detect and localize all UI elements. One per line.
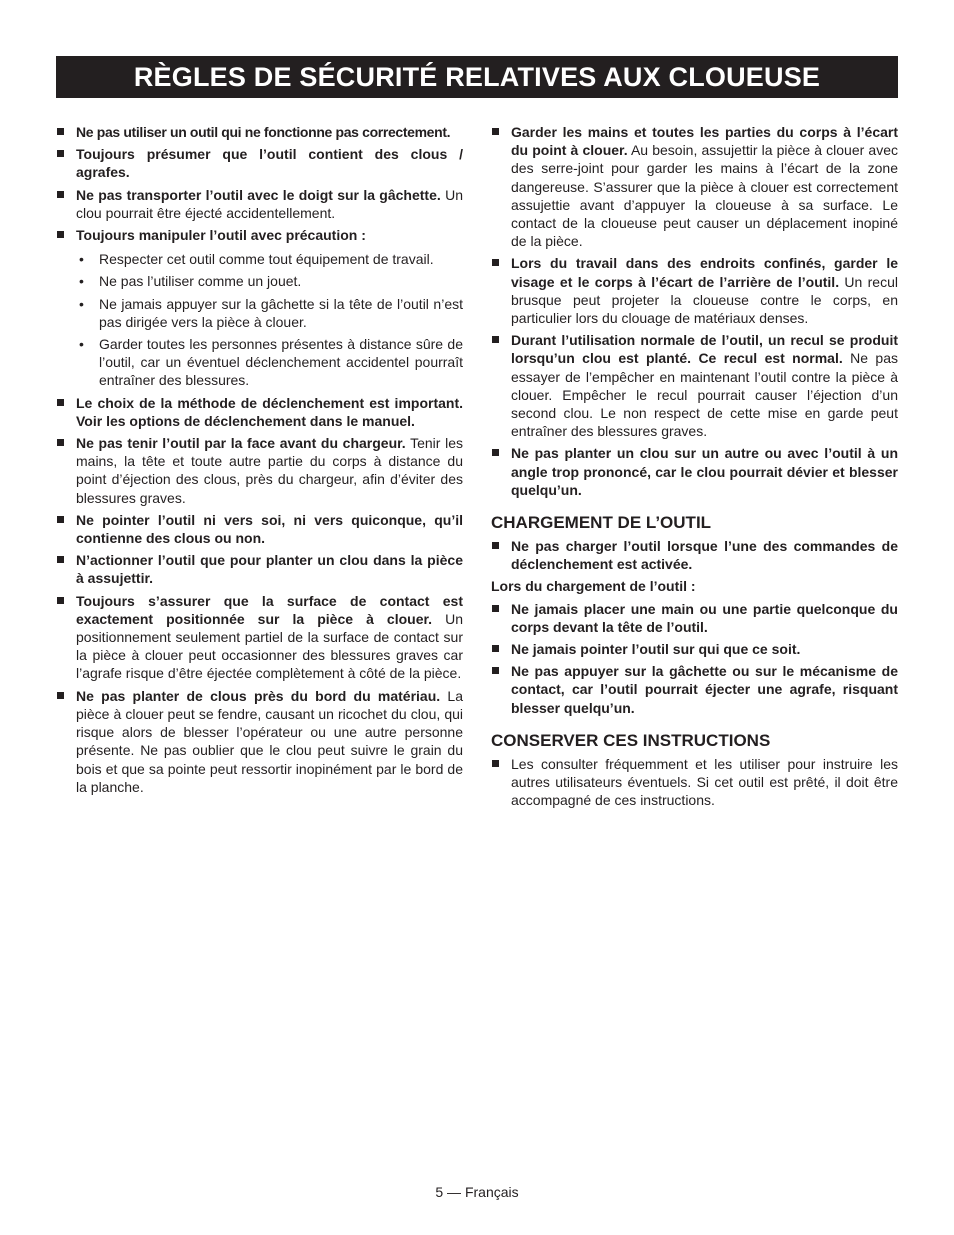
list-item: Ne pas charger l’outil lorsque l’une des commandes de déclenchement est activée.	[491, 537, 898, 573]
list-item: Ne pas transporter l’outil avec le doigt sur la gâchette. Un clou pourrait être éjecté accidentellement.	[56, 186, 463, 222]
list-item: Ne pas utiliser un outil qui ne fonctionne pas correctement.	[56, 123, 463, 141]
list-item: Ne pas tenir l’outil par la face avant du chargeur. Tenir les mains, la tête et toute autre partie du corps à distance du point d’éjection des clous, près du chargeur, afin d’éviter des blessures graves.	[56, 434, 463, 507]
chargement-lead: Lors du chargement de l’outil :	[491, 578, 696, 595]
title-banner	[56, 56, 898, 98]
list-item: Ne jamais pointer l’outil sur qui que ce soit.	[491, 640, 898, 658]
list-item: Toujours manipuler l’outil avec précaution :	[56, 226, 463, 244]
list-item: Ne pointer l’outil ni vers soi, ni vers quiconque, qu’il contienne des clous ou non.	[56, 511, 463, 547]
left-column	[56, 123, 463, 800]
list-item: Les consulter fréquemment et les utiliser pour instruire les autres utilisateurs éventuels. Si cet outil est prêté, il doit être accompagné de ces instructions.	[491, 755, 898, 810]
page-title: RÈGLES DE SÉCURITÉ RELATIVES AUX CLOUEUSE	[133, 61, 821, 92]
list-item: Toujours présumer que l’outil contient des clous / agrafes.	[56, 145, 463, 181]
list-item: Ne pas planter de clous près du bord du matériau. La pièce à clouer peut se fendre, causant un ricochet du clou, qui risque alors de blesser l’opérateur ou une autre personne présente. Ne pas oublier que le clou peut suivre le grain du bois et que sa pointe peut ressortir inopinément par le bord de la planche.	[56, 687, 463, 796]
right-column	[491, 123, 898, 814]
list-item: Ne pas planter un clou sur un autre ou avec l’outil à un angle trop prononcé, car le clou pourrait dévier et blesser quelqu’un.	[491, 444, 898, 499]
list-item: Durant l’utilisation normale de l’outil, un recul se produit lorsqu’un clou est planté. Ce recul est normal. Ne pas essayer de l’empêcher en maintenant l’outil contre la pièce à clouer. Empêcher le recul pourrait causer l’éjection d’un second clou. Le non respect de cette mise en garde peut entraîner des blessures graves.	[491, 331, 898, 440]
page-footer: 5 — Français	[435, 1184, 519, 1200]
section-heading-chargement: CHARGEMENT DE L’OUTIL	[491, 513, 712, 533]
sub-list-item: • Ne jamais appuyer sur la gâchette si la tête de l’outil n’est pas dirigée vers la pièce à clouer.	[56, 295, 463, 331]
list-item: Ne pas appuyer sur la gâchette ou sur le mécanisme de contact, car l’outil pourrait éjecter une agrafe, risquant blesser quelqu’un.	[491, 662, 898, 717]
section-heading-conserver: CONSERVER CES INSTRUCTIONS	[491, 730, 771, 750]
list-item: Garder les mains et toutes les parties du corps à l’écart du point à clouer. Au besoin, assujettir la pièce à clouer avec des serre-joint pour garder les mains à l’écart de la zone dangereuse. S’assurer que la pièce à clouer est correctement assujettie avant d’appuyer la cloueuse à sa surface. Le contact de la cloueuse peut causer un déplacement inopiné de la pièce.	[491, 123, 898, 250]
sub-list-item: • Respecter cet outil comme tout équipement de travail.	[56, 250, 463, 268]
list-item: N’actionner l’outil que pour planter un clou dans la pièce à assujettir.	[56, 551, 463, 587]
sub-list-item: • Ne pas l’utiliser comme un jouet.	[56, 272, 463, 290]
list-item: Lors du travail dans des endroits confinés, garder le visage et le corps à l’écart de l’arrière de l’outil. Un recul brusque peut projeter la cloueuse contre le corps, en particulier lors du clouage de matériaux denses.	[491, 254, 898, 327]
list-item: Ne jamais placer une main ou une partie quelconque du corps devant la tête de l’outil.	[491, 600, 898, 636]
sub-list-item: • Garder toutes les personnes présentes à distance sûre de l’outil, car un éventuel déclenchement accidentel pourraît entraîner des blessures.	[56, 335, 463, 390]
list-item: Toujours s’assurer que la surface de contact est exactement positionnée sur la pièce à clouer. Un positionnement seulement partiel de la surface de contact sur la pièce à clouer peut occasionner des blessures graves car l’agrafe risque d’être éjectée complètement à côté de la pièce.	[56, 592, 463, 683]
list-item: Le choix de la méthode de déclenchement est important. Voir les options de déclenchement dans le manuel.	[56, 394, 463, 430]
